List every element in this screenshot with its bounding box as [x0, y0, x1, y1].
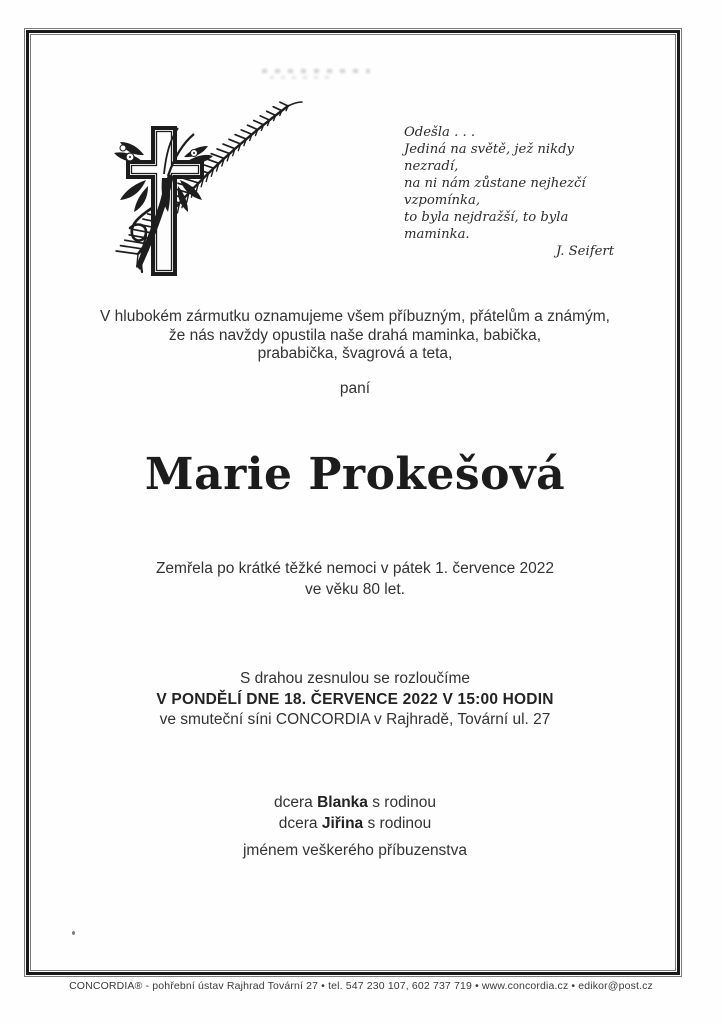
death-details-line: ve věku 80 let. [305, 581, 405, 598]
farewell-intro: S drahou zesnulou se rozloučíme [239, 670, 471, 687]
mourner-relation: dcera [278, 814, 322, 832]
death-details [0, 558, 710, 600]
mourner-name: Blanka [317, 794, 368, 811]
announcement-text [0, 308, 710, 364]
mourners-list [0, 793, 710, 835]
mourner-suffix: s rodinou [367, 794, 436, 811]
announcement-line: V hlubokém zármutku oznamujeme všem příbuzným, přátelům a známým, [100, 308, 610, 325]
poem-line: to byla nejdražší, to byla maminka. [404, 210, 569, 242]
farewell-details [0, 669, 710, 731]
announcement-line: že nás navždy opustila naše drahá maminka, babička, [168, 326, 542, 344]
mourner-line [0, 814, 710, 835]
poem-line: na ni nám zůstane nejhezčí vzpomínka, [404, 176, 586, 208]
salutation: paní [339, 380, 371, 397]
closing-line: jménem veškerého příbuzenstva [242, 842, 467, 859]
deceased-name: Marie Prokešová [144, 449, 566, 500]
mourner-name: Jiřina [321, 814, 364, 832]
mourner-suffix: s rodinou [363, 814, 432, 832]
scan-artifact-dot [72, 931, 75, 935]
mourner-line [0, 793, 710, 814]
memorial-poem [404, 124, 618, 260]
farewell-datetime: V PONDĚLÍ DNE 18. ČERVENCE 2022 V 15:00 HODIN [156, 690, 554, 708]
poem-line: Odešla . . . [404, 125, 476, 140]
cross-with-palm-frond-icon [90, 58, 400, 298]
death-details-line: Zemřela po krátké těžké nemoci v pátek 1. července 2022 [155, 560, 555, 577]
poem-line: Jediná na světě, jež nikdy nezradí, [404, 142, 574, 174]
announcement-line: prababička, švagrová a teta, [257, 345, 453, 363]
poem-author: J. Seifert [556, 244, 614, 259]
funeral-home-footer: CONCORDIA® - pohřební ústav Rajhrad Tovární 27 • tel. 547 230 107, 602 737 719 • www.concordia.cz • edikor@post.cz [69, 980, 653, 992]
farewell-venue: ve smuteční síni CONCORDIA v Rajhradě, Tovární ul. 27 [159, 711, 551, 729]
mourner-relation: dcera [273, 794, 318, 811]
